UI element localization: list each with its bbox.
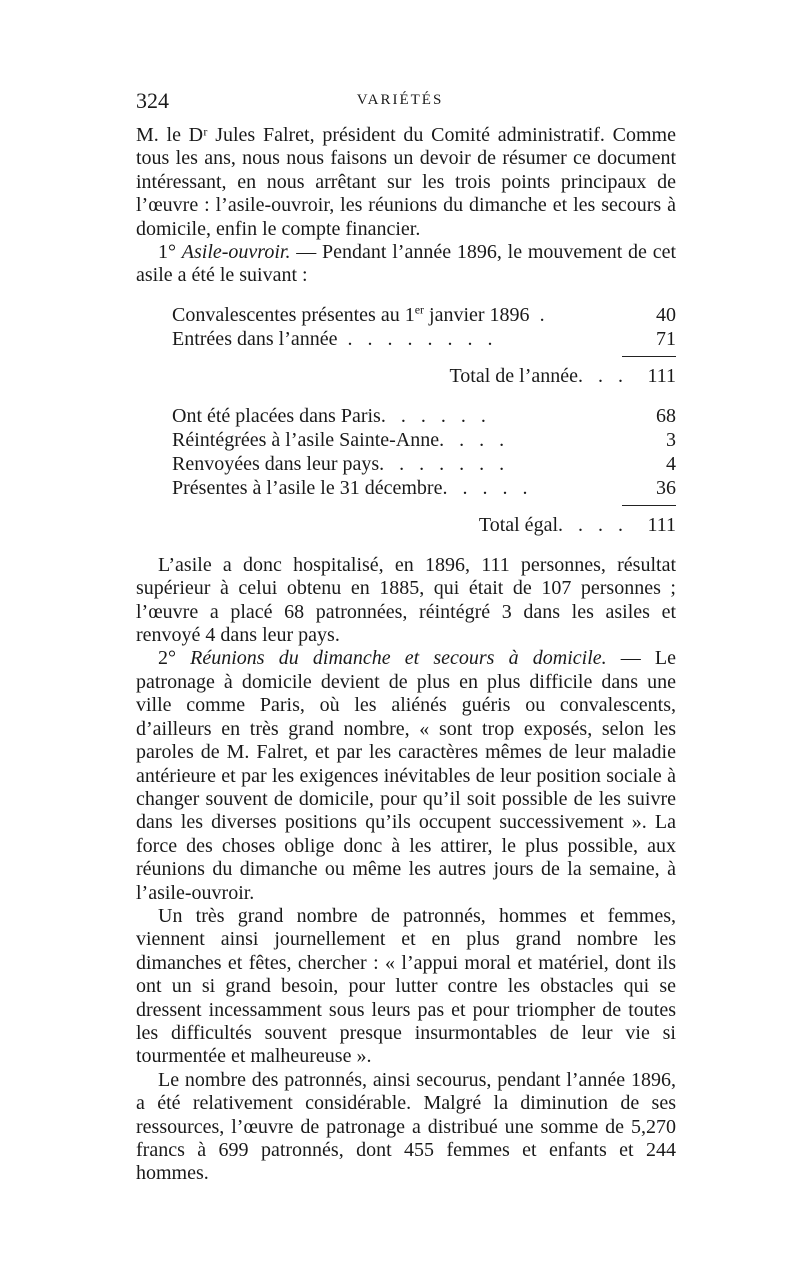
total-label-text: Total égal [478,513,558,536]
total-label [479,514,628,537]
row-label-text: Ont été placées dans Paris [172,404,381,427]
row-label [172,429,628,452]
row-label-text: Réintégrées à l’asile Sainte-Anne [172,428,440,451]
statistics-table [172,304,676,538]
paragraph-intro: M. le Dʳ Jules Falret, président du Comité administratif. Comme tous les ans, nous nous faisons un devoir de résumer ce document intéressant, en nous arrêtant sur les trois points principaux de l’œuvre : l’asile-ouvroir, les réunions du dimanche et les secours à domicile, enfin le compte financier. [136,124,676,240]
total-row [172,365,676,389]
row-label [172,304,628,327]
total-row [172,514,676,538]
section-number: 2° [158,647,191,670]
leader-dots: . . . . . [442,476,533,499]
row-value: 4 [666,452,676,475]
paragraph-text: — Pendant l’année 1896, le mouvement de cet asile a été le suivant : [136,241,677,287]
row-value: 40 [656,303,676,326]
page-header [136,88,664,118]
total-value: 111 [647,364,676,387]
total-label [449,365,628,388]
sum-rule [622,505,676,506]
table-row [172,304,676,328]
page-body [136,124,676,1186]
superscript: er [414,303,425,317]
row-label-text: Renvoyées dans leur pays [172,452,380,475]
leader-dots: . . . [578,364,628,387]
row-label-text: Présentes à l’asile le 31 décembre [172,476,443,499]
leader-dots: . [529,303,550,326]
table-row [172,477,676,501]
paragraph-patronnes: Un très grand nombre de patronnés, hommes et femmes, viennent ainsi journellement et en plus grand nombre les dimanches et fêtes, chercher : « l’appui moral et matériel, dont ils ont un si grand besoin, pour lutter contre les obstacles qui se dressent incessamment sous leurs pas et pour triompher de toutes les difficultés souvent presque insurmontables de leur vie si tourmentée et malheureuse ». [136,904,676,1068]
row-label [172,405,628,428]
leader-dots: . . . . [439,428,510,451]
table-row [172,453,676,477]
leader-dots: . . . . . . . [379,452,510,475]
row-label-text: Entrées dans l’année [172,327,338,350]
paragraph-text: — Le patronage à domicile devient de plus en plus difficile dans une ville comme Paris, où les aliénés guéris ou convalescents, d’ailleurs en très grand nombre, « sont trop exposés, selon les paroles de M. Falret, et par les caractères mêmes de leur maladie antérieure et par les exigences inévitables de leur position sociale à changer souvent de domicile, pour qu’il soit possible de les suivre dans les diverses positions qu’ils occupent successivement ». La force des choses oblige donc à les attirer, le plus possible, aux réunions du dimanche ou même les autres jours de la semaine, à l’asile-ouvroir. [136,647,677,904]
section-title: Asile-ouvroir. [181,241,291,264]
table-row [172,405,676,429]
total-value: 111 [647,513,676,536]
row-label [172,453,628,476]
row-label [172,328,628,351]
table-row [172,429,676,453]
row-value: 68 [656,404,676,427]
row-value: 3 [666,428,676,451]
section-number: 1° [158,241,182,264]
sum-rule [622,356,676,357]
row-label-text: Convalescentes présentes au 1 [172,303,415,326]
page-number: 324 [136,88,169,113]
paragraph-reunions [136,647,676,904]
table-row [172,328,676,352]
leader-dots: . . . . . . [380,404,491,427]
row-label [172,477,628,500]
leader-dots: . . . . [558,513,628,536]
row-value: 71 [656,327,676,350]
paragraph-secours: Le nombre des patronnés, ainsi secourus, pendant l’année 1896, a été relativement considérable. Malgré la diminution de ses ressources, l’œuvre de patronage a distribué une somme de 5,270 francs à 699 patronnés, dont 455 femmes et enfants et 244 hommes. [136,1068,676,1185]
paragraph-asile-ouvroir [136,241,676,288]
total-label-text: Total de l’année [449,364,578,387]
row-label-text: janvier 1896 [424,303,530,326]
leader-dots: . . . . . . . . [337,327,498,350]
section-title: Réunions du dimanche et secours à domicile. [190,647,607,670]
row-value: 36 [656,476,676,499]
running-title: VARIÉTÉS [356,92,444,108]
paragraph-summary: L’asile a donc hospitalisé, en 1896, 111 personnes, résultat supérieur à celui obtenu en 1885, qui était de 107 personnes ; l’œuvre a placé 68 patronnées, réintégré 3 dans les asiles et renvoyé 4 dans leur pays. [136,553,676,647]
